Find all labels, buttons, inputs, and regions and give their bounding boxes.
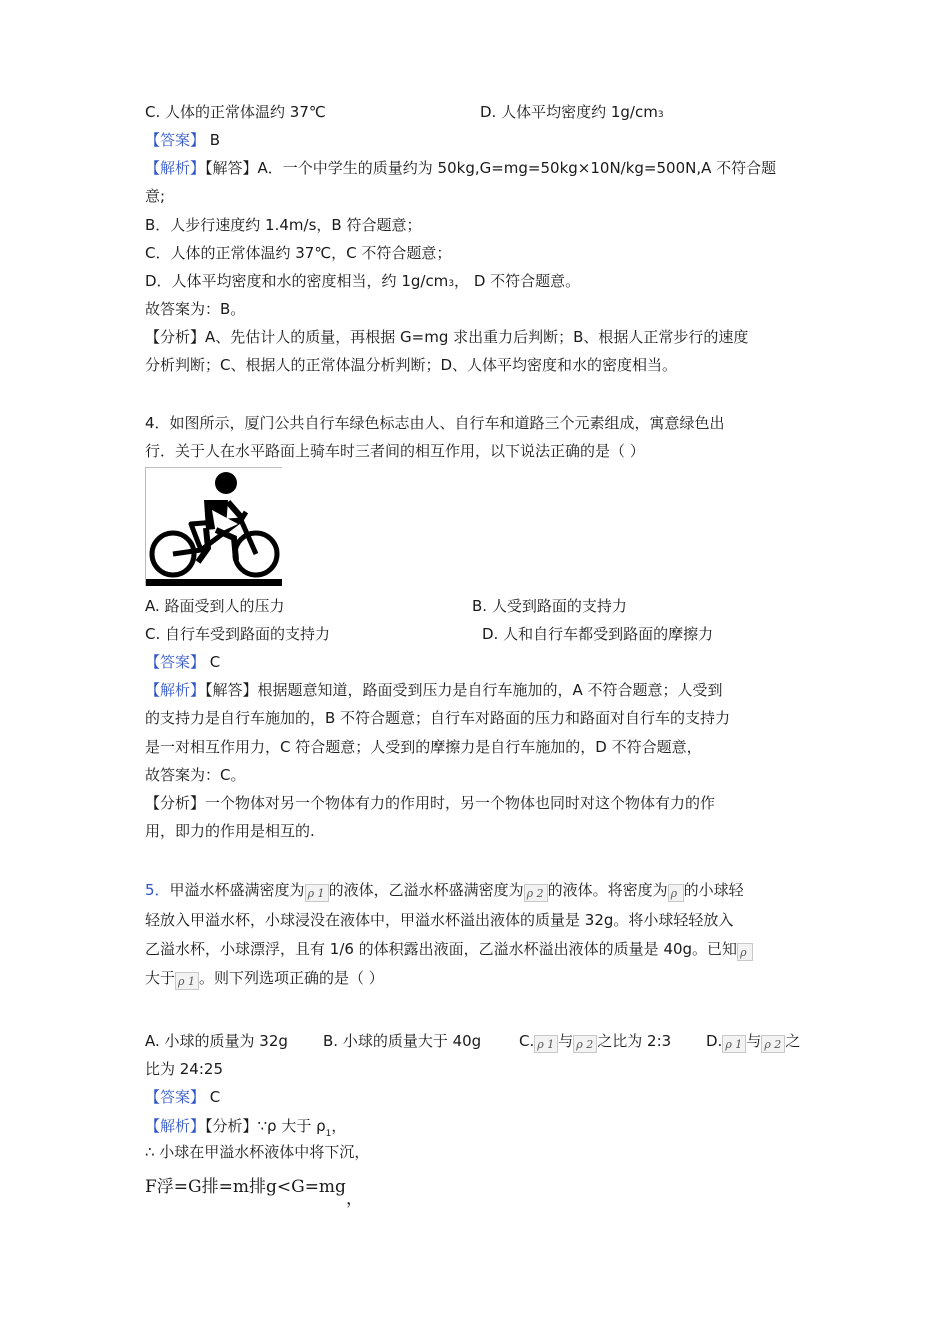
rho2-symbol: ρ 2 bbox=[524, 884, 548, 902]
q3-conclusion: 故答案为：B。 bbox=[145, 300, 246, 318]
q5-stem-line2: 轻放入甲溢水杯，小球浸没在液体中，甲溢水杯溢出液体的质量是 32g。将小球轻轻放入 bbox=[145, 911, 734, 929]
q3-analysis-line2: 意; bbox=[145, 187, 166, 205]
q5-option-b: B. 小球的质量大于 40g bbox=[323, 1032, 482, 1050]
q4-analysis-line3: 是一对相互作用力，C 符合题意；人受到的摩擦力是自行车施加的，D 不符合题意， bbox=[145, 738, 702, 756]
q3-option-c: C. 人体的正常体温约 37℃ bbox=[145, 103, 326, 121]
q4-analysis-line2: 的支持力是自行车施加的，B 不符合题意；自行车对路面的压力和路面对自行车的支持力 bbox=[145, 709, 731, 727]
q4-option-d: D. 人和自行车都受到路面的摩擦力 bbox=[482, 625, 714, 643]
q4-option-c: C. 自行车受到路面的支持力 bbox=[145, 625, 331, 643]
q4-analysis-line6: 用，即力的作用是相互的. bbox=[145, 822, 315, 840]
rho-symbol: ρ bbox=[668, 884, 684, 902]
q5-analysis-line1: 【解析】【分析】∵ρ 大于 $\rho_1$， bbox=[145, 1117, 347, 1139]
rho1-symbol: ρ 1 bbox=[722, 1035, 746, 1053]
bicycle-icon bbox=[146, 468, 282, 586]
q4-analysis-line1: 【解析】【解答】根据题意知道，路面受到压力是自行车施加的，A 不符合题意；人受到 bbox=[145, 681, 723, 699]
q5-stem-line1: 5．甲溢水杯盛满密度为 ρ 1 的液体，乙溢水杯盛满密度为 ρ 2 的液体。将密度为 ρ 的小球轻 bbox=[145, 881, 744, 900]
q4-conclusion: 故答案为：C。 bbox=[145, 766, 246, 784]
rho-symbol: ρ bbox=[737, 943, 753, 961]
q5-stem-line3: 乙溢水杯，小球漂浮，且有 1/6 的体积露出液面，乙溢水杯溢出液体的质量是 40g。已知 ρ bbox=[145, 939, 753, 961]
q3-analysis-line7: 【分析】A、先估计人的质量，再根据 G=mg 求出重力后判断；B、根据人正常步行的速度 bbox=[145, 328, 749, 346]
q5-stem-line4: 大于 ρ 1 。则下列选项正确的是（ ） bbox=[145, 969, 384, 988]
rho1-symbol: ρ 1 bbox=[534, 1035, 558, 1053]
q3-option-d: D. 人体平均密度约 1g/cm3 bbox=[480, 103, 664, 121]
q5-option-c: C. ρ 1 与 ρ 2 之比为 2:3 bbox=[519, 1032, 672, 1051]
q3-analysis-line1: 【解析】【解答】A．一个中学生的质量约为 50kg,G=mg=50kg×10N/kg=500N,A 不符合题 bbox=[145, 159, 777, 177]
q3-analysis-line8: 分析判断；C、根据人的正常体温分析判断；D、人体平均密度和水的密度相当。 bbox=[145, 356, 678, 374]
q4-stem-line1: 4．如图所示，厦门公共自行车绿色标志由人、自行车和道路三个元素组成，寓意绿色出 bbox=[145, 414, 725, 432]
cyclist-logo-image bbox=[145, 467, 282, 586]
q4-answer: 【答案】 C bbox=[145, 653, 221, 671]
q4-option-a: A. 路面受到人的压力 bbox=[145, 597, 285, 615]
q3-answer: 【答案】 B bbox=[145, 131, 221, 149]
q3-analysis-line4: C．人体的正常体温约 37℃，C 不符合题意； bbox=[145, 244, 452, 262]
q5-analysis-line2: ∴ 小球在甲溢水杯液体中将下沉， bbox=[145, 1143, 370, 1161]
q3-analysis-line3: B．人步行速度约 1.4m/s，B 符合题意； bbox=[145, 216, 422, 234]
q5-option-a: A. 小球的质量为 32g bbox=[145, 1032, 288, 1050]
rho1-symbol: ρ 1 bbox=[305, 884, 329, 902]
q4-analysis-line5: 【分析】一个物体对另一个物体有力的作用时，另一个物体也同时对这个物体有力的作 bbox=[145, 794, 716, 812]
rho1-symbol: ρ 1 bbox=[175, 972, 199, 990]
rho2-symbol: ρ 2 bbox=[761, 1035, 785, 1053]
rho2-symbol: ρ 2 bbox=[573, 1035, 597, 1053]
q3-analysis-line5: D．人体平均密度和水的密度相当，约 1g/cm3， D 不符合题意。 bbox=[145, 272, 581, 290]
q4-stem-line2: 行．关于人在水平路面上骑车时三者间的相互作用，以下说法正确的是（ ） bbox=[145, 442, 645, 460]
q5-option-d: D. ρ 1 与 ρ 2 之 bbox=[706, 1032, 801, 1051]
q5-answer: 【答案】 C bbox=[145, 1088, 221, 1106]
q5-option-d-cont: 比为 24:25 bbox=[145, 1060, 223, 1078]
q4-option-b: B. 人受到路面的支持力 bbox=[472, 597, 627, 615]
buoyancy-formula: F浮=G排=m排g<G=mg， bbox=[145, 1177, 363, 1209]
